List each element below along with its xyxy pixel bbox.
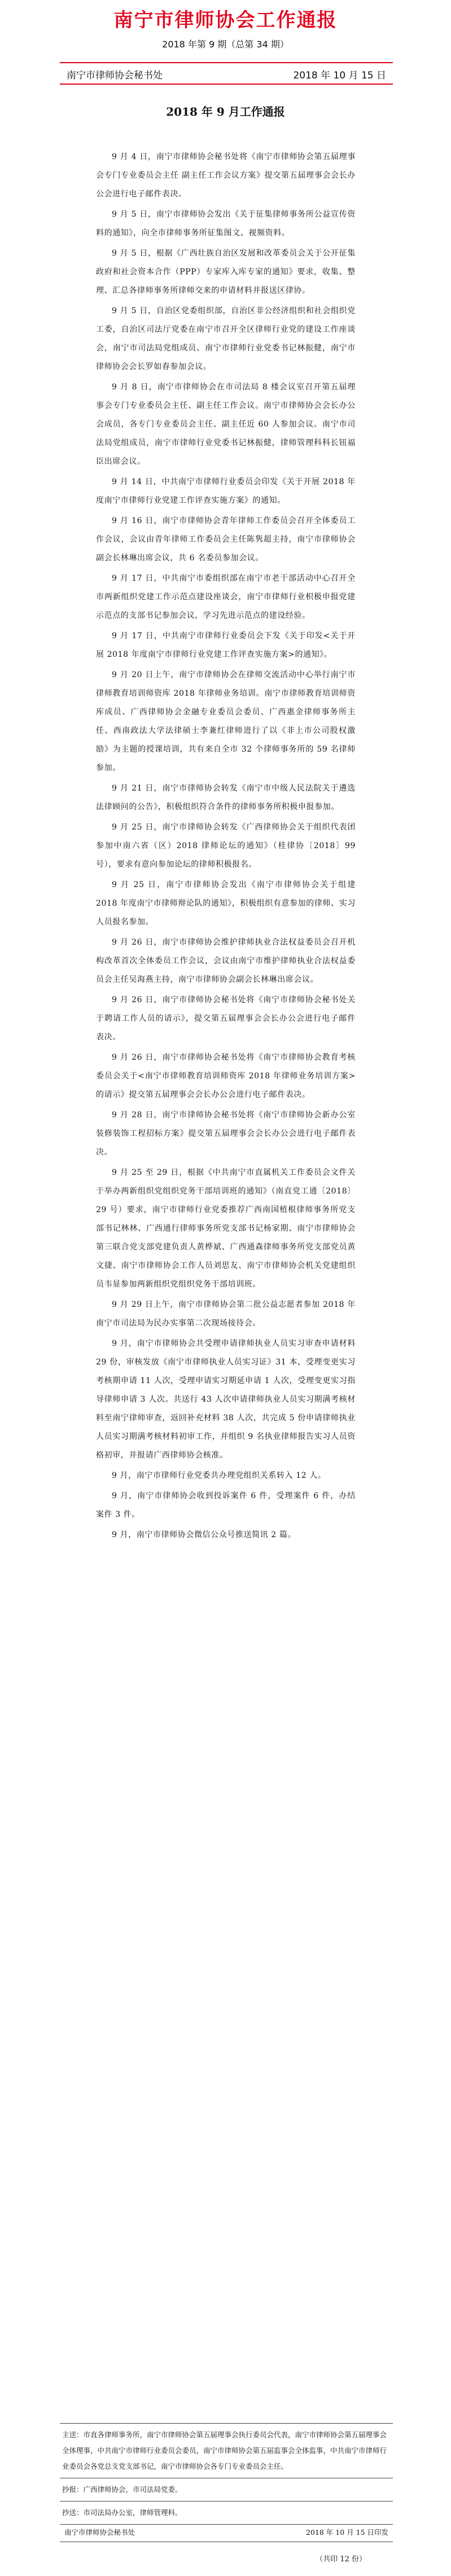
recipients: 主送：市直各律师事务所，南宁市律师协会第五届理事会执行委员会代表，南宁市律师协会第五届理事会全体理事，中共南宁市律师行业委员会委员，南宁市律师协会第五届监事会全体监事，中共南宁市律师行业委员会各党总支党支部书记，南宁市律师协会各专门专业委员会主任。 [62,2430,387,2470]
distribution-footer [60,2423,393,2542]
print-count-text: （共印 12 份） [316,2555,366,2564]
paragraph: 9 月 4 日，南宁市律师协会秘书处将《南宁市律师协会第五届理事会专门专业委员会主任 副主任工作会议方案》提交第五届理事会会长办公会进行电子邮件表决。 [96,152,356,199]
copies-line: 抄送：市司法局办公室，律师管理科。 [62,2508,182,2517]
paragraph: 9 月 16 日，南宁市律师协会青年律师工作委员会召开全体委员工作会议，会议由青年律师工作委员会主任陈隽超主持，南宁市律师协会副会长林琳出席会议，共 6 名委员参加会议。 [96,516,356,563]
paragraph: 9 月 29 日上午，南宁市律师协会第二批公益志愿者参加 2018 年南宁市司法局为民办实事第二次现场接待会。 [96,1300,356,1328]
red-divider-top [60,62,393,63]
paragraph: 9 月 25 日，南宁市律师协会发出《南宁市律师协会关于组建 2018 年度南宁市律师辩论队的通知》，积极组织有意参加的律师、实习人员报名参加。 [96,880,356,927]
publisher-row [60,65,393,82]
paragraph: 9 月 25 日，南宁市律师协会转发《广西律师协会关于组织代表团参加中南六省（区）2018 律师论坛的通知》（桂律协〔2018〕99 号），要求有意向参加论坛的律师积极报名。 [96,823,356,869]
paragraph: 9 月 21 日，南宁市律师协会转发《南宁市中级人民法院关于遴选法律顾问的公告》，积极组织符合条件的律师事务所积极申报参加。 [96,784,356,811]
paragraph: 9 月 26 日，南宁市律师协会秘书处将《南宁市律师协会教育考核委员会关于<南宁市律师教育培训师资库 2018 年律师业务培训方案>的请示》提交第五届理事会会长办公会进行电子邮件表决。 [96,1053,356,1099]
paragraph: 9 月，南宁市律师协会收到投诉案件 6 件，受理案件 6 件，办结案件 3 件。 [96,1491,356,1519]
paragraph: 9 月 14 日，中共南宁市律师行业委员会印发《关于开展 2018 年度南宁市律师行业党建工作评查实施方案》的通知。 [96,477,356,505]
paragraph: 9 月 5 日，南宁市律师协会发出《关于征集律师事务所公益宣传资料的通知》，向全市律师事务所征集图文、视频资料。 [96,210,356,238]
paragraph: 9 月 20 日上午，南宁市律师协会在律师交流活动中心举行南宁市律师教育培训师资库 2018 年律师业务培训。南宁市律师教育培训师资库成员、广西律师协会金融专业委员会委员、广西惠金律师事务所主任、西南政法大学法律硕士李兼红律师进行了以《非上市公司股权激励》为主题的授课培训，共有来自全市 32 个律师事务所的 59 名律师参加。 [96,670,356,773]
paragraph: 9 月 5 日，自治区党委组织部，自治区非公经济组织和社会组织党工委，自治区司法厅党委在南宁市召开全区律师行业党的建设工作座谈会，南宁市司法局党组成员、南宁市律师行业党委书记林振健，南宁市律师协会会长罗如春参加会议。 [96,306,356,371]
issue-number: 2018 年第 9 期（总第 34 期） [162,39,289,50]
publisher: 南宁市律师协会秘书处 [67,70,163,81]
paragraph: 9 月 26 日，南宁市律师协会维护律师执业合法权益委员会召开机构改革首次全体委员工作会议，会议由南宁市维护律师执业合法权益委员会主任吴海燕主持，南宁市律师协会副会长林琳出席会议。 [96,938,356,984]
paragraph: 9 月，南宁市律师协会共受理申请律师执业人员实习审查申请材料 29 份，审核发放《南宁市律师执业人员实习证》31 本，受理变更实习考核期申请 11 人次，受理申请实习期延申请 1 人次，受理变更实习指导律师申请 3 人次。共送行 43 人次申请律师执业人员实习期满考核材料至南宁律师审查，返回补充材料 38 人次，共完成 5 份申请律师执业人员实习期满考核材料初审工作，并组织 9 名执业律师报告实习人员资格初审，并报请广西律师协会核准。 [96,1339,356,1460]
paragraph: 9 月 25 至 29 日，根据《中共南宁市直属机关工作委员会文件关于举办两新组织党组织党务干部培训班的通知》（南直党工通〔2018〕29 号）要求，南宁市律师行业党委推荐广西南国植根律师事务所党支部书记林林、广西通行律师事务所党支部书记杨家期、南宁市律师协会第三联合党支部党建负责人黄桦斌、广西通森律师事务所党支部党员黄文捷、南宁市律师协会工作人员刘思友、南宁市律师协会机关党建组织员韦显参加两新组织党组织党务干部培训班。 [96,1168,356,1289]
paragraph: 9 月 17 日，中共南宁市委组织部在南宁市老干部活动中心召开全市两新组织党建工作示范点建设座谈会，南宁市律师行业枳极申报党建示范点的支部书记参加会议，学习先进示范点的建设经验。 [96,574,356,620]
issuer: 南宁市律师协会秘书处 [64,2528,135,2536]
paragraph: 9 月 8 日，南宁市律师协会在市司法局 8 楼会议室召开第五届理事会专门专业委员会主任、副主任工作会议。南宁市律师协会会长办公会成员，各专门专业委员会主任、副主任近 60 人参加会议。南宁市司法局党组成员，南宁市律师行业党委书记林振健，律师管理科科长钮福臣出席会议。 [96,383,356,466]
masthead-title: 南宁市律师协会工作通报 [113,9,338,32]
paragraph: 9 月，南宁市律师行业党委共办理党组织关系转入 12 人。 [112,1471,326,1480]
paragraph: 9 月 5 日，根据《广西壮族自治区发展和改革委员会关于公开征集政府和社会资本合作（PPP）专家库入库专家的通知》要求，收集、整理、汇总各律师事务所律师交来的申请材料并报送区律协。 [96,249,356,295]
issue-date: 2018 年 10 月 15 日 [293,70,386,81]
bulletin-body [96,148,356,1546]
issuer-row [60,2525,393,2542]
cc-line: 抄报：广西律师协会，市司法局党委。 [62,2485,182,2494]
paragraph: 9 月 26 日，南宁市律师协会秘书处将《南宁市律师协会秘书处关于聘请工作人员的请示》，提交第五届理事会会长办公会进行电子邮件表决。 [96,995,356,1042]
paragraph: 9 月，南宁市律师协会微信公众号推送简讯 2 篇。 [112,1530,296,1539]
document-title: 2018 年 9 月工作通报 [166,105,285,119]
paragraph: 9 月 17 日，中共南宁市律师行业委员会下发《关于印发<关于开展 2018 年度南宁市律师行业党建工作评查实施方案>的通知》。 [96,631,356,659]
paragraph: 9 月 28 日，南宁市律师协会秘书处将《南宁市律师协会新办公室装修装饰工程招标方案》提交第五届理事会会长办公会进行电子邮件表决。 [96,1111,356,1157]
print-count [0,2553,451,2564]
red-divider-bottom [60,84,393,85]
print-date: 2018 年 10 月 15 日印发 [306,2528,388,2536]
